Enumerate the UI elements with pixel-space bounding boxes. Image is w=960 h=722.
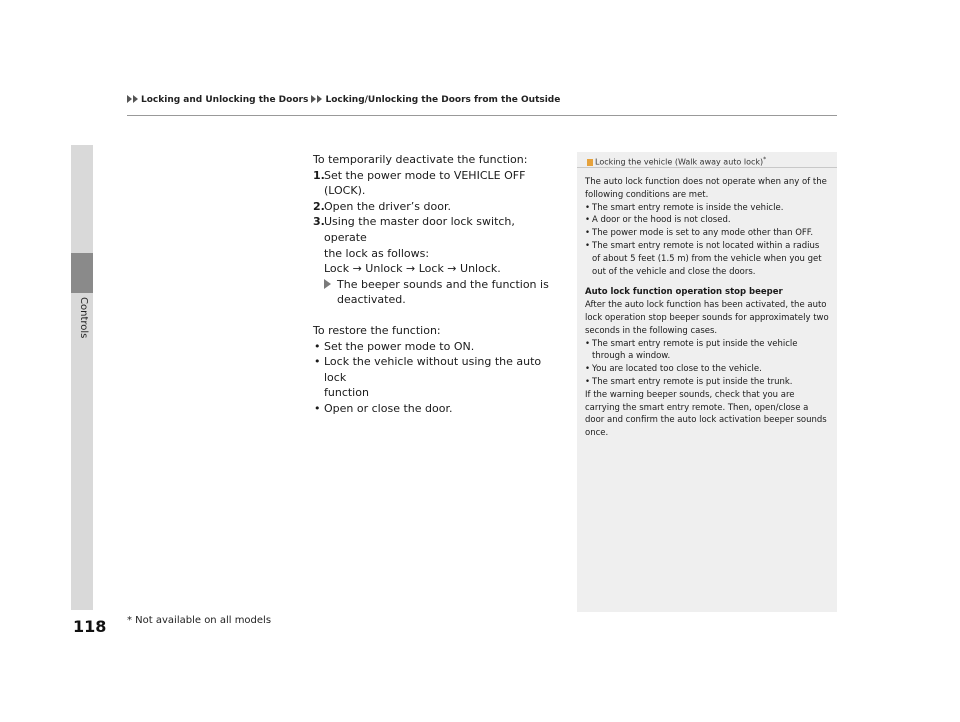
header-divider (127, 115, 837, 116)
result-arrow-icon (324, 277, 337, 293)
result-text-continued: deactivated. (337, 293, 406, 307)
list-item-text: Set the power mode to ON. (324, 339, 475, 353)
main-content (313, 152, 561, 417)
list-item (313, 339, 561, 355)
list-item-text: The smart entry remote is not located within a radius of about 5 feet (1.5 m) from the vehicle when you get out of the vehicle and close the doors. (592, 240, 822, 277)
step-number: 2. (313, 199, 325, 213)
bullet-icon: • (314, 339, 321, 353)
list-item-text: A door or the hood is not closed. (592, 215, 731, 226)
bullet-icon: • (585, 215, 591, 226)
step (313, 199, 561, 215)
result-text: The beeper sounds and the function is (337, 277, 549, 291)
list-item-text: The smart entry remote is put inside the trunk. (592, 376, 793, 387)
section-sidebar (71, 145, 93, 610)
lock-sequence: Lock → Unlock → Lock → Unlock. (324, 262, 501, 276)
bullet-icon: • (585, 338, 591, 349)
breadcrumb-arrow-icon (311, 95, 316, 103)
note-header (577, 152, 837, 168)
list-item (585, 240, 829, 278)
note-body (577, 168, 837, 440)
list-item (585, 338, 829, 364)
breadcrumb-arrow-icon (127, 95, 132, 103)
step-number: 3. (313, 215, 325, 229)
bullet-icon: • (585, 202, 591, 213)
restore-intro: To restore the function: (313, 323, 441, 337)
list-item-text: Open or close the door. (324, 401, 453, 415)
list-item-text: Lock the vehicle without using the auto lock (324, 355, 542, 384)
deactivate-intro: To temporarily deactivate the function: (313, 153, 528, 166)
result-note (313, 277, 561, 293)
list-item-text: The smart entry remote is put inside the vehicle through a window. (592, 338, 798, 362)
page-number: 118 (73, 617, 107, 636)
list-item (585, 363, 829, 376)
list-item-text-continued: function (324, 386, 369, 400)
availability-mark: * (763, 156, 767, 163)
step-number: 1. (313, 168, 325, 182)
beeper-intro: After the auto lock function has been activated, the auto lock operation stop beeper sounds for approximately two seconds in the following cases. (585, 300, 829, 336)
list-item-text: The power mode is set to any mode other than OFF. (592, 228, 814, 239)
bullet-icon: • (585, 364, 591, 375)
bullet-icon: • (314, 355, 321, 369)
list-item-text: The smart entry remote is inside the vehicle. (592, 202, 784, 213)
bullet-icon: • (585, 228, 591, 239)
list-item (585, 227, 829, 240)
breadcrumb-item[interactable]: Locking/Unlocking the Doors from the Outside (325, 95, 561, 105)
note-intro: The auto lock function does not operate when any of the following conditions are met. (585, 177, 827, 200)
sidebar-note-box (577, 152, 837, 612)
bullet-icon: • (585, 240, 591, 251)
list-item (585, 202, 829, 215)
bullet-icon: • (314, 401, 321, 415)
step (313, 214, 561, 245)
breadcrumb-arrow-icon (317, 95, 322, 103)
step-text-continued: the lock as follows: (324, 246, 430, 260)
footnote: * Not available on all models (127, 615, 272, 626)
step-text-continued: (LOCK). (324, 184, 366, 198)
step-text: Set the power mode to VEHICLE OFF (324, 168, 526, 182)
breadcrumb-item[interactable]: Locking and Unlocking the Doors (141, 95, 309, 105)
bullet-icon: • (585, 376, 591, 387)
breadcrumb (127, 95, 560, 105)
list-item (313, 401, 561, 417)
step-text: Open the driver’s door. (324, 199, 451, 213)
beeper-title: Auto lock function operation stop beeper (585, 287, 783, 298)
breadcrumb-arrow-icon (133, 95, 138, 103)
list-item (585, 376, 829, 389)
step-text: Using the master door lock switch, operate (324, 215, 515, 244)
step (313, 168, 561, 184)
list-item-text: You are located too close to the vehicle. (592, 364, 762, 375)
list-item (585, 214, 829, 227)
section-label: Controls (78, 297, 89, 339)
list-item (313, 354, 561, 385)
note-title: Locking the vehicle (Walk away auto lock) (595, 157, 764, 167)
section-tab-marker (71, 253, 93, 293)
note-closing: If the warning beeper sounds, check that you are carrying the smart entry remote. Then, open/close a door and confirm the auto lock activation beeper sounds once. (585, 389, 827, 439)
reference-icon (587, 159, 593, 166)
